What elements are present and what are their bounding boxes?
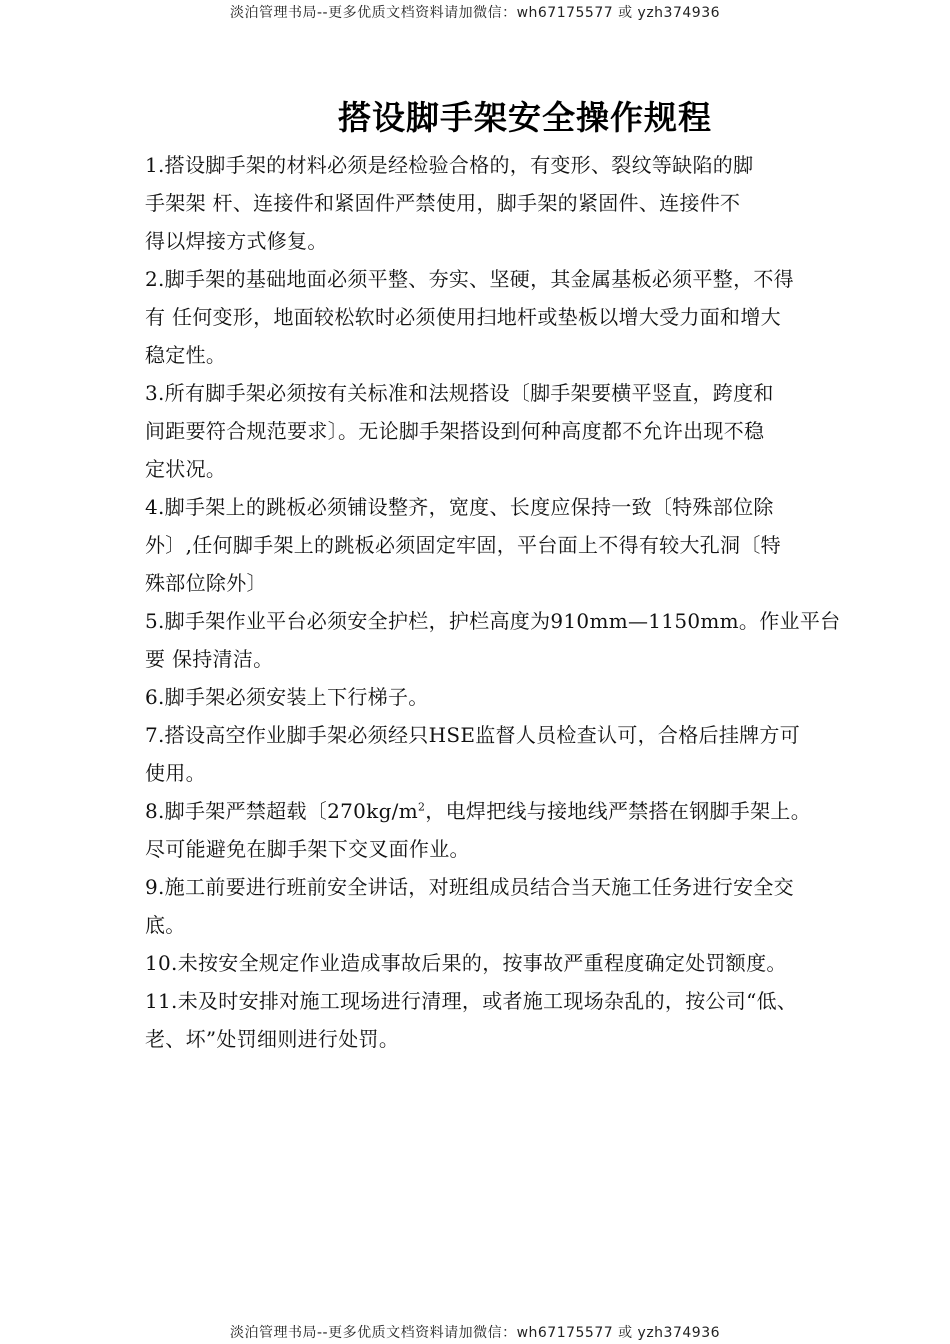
document-title: 搭设脚手架安全操作规程: [338, 98, 712, 137]
body-line: 11.未及时安排对施工现场进行清理，或者施工现场杂乱的，按公司“低、: [145, 989, 798, 1013]
body-line: 10.未按安全规定作业造成事故后果的，按事故严重程度确定处罚额度。: [145, 951, 787, 975]
body-line-8: [145, 792, 865, 830]
body-line: 要 保持清洁。: [145, 647, 274, 671]
footer-watermark-note: 淡泊管理书局--更多优质文档资料请加微信：wh67175577 或 yzh374936: [229, 1325, 721, 1341]
document-body: [145, 146, 865, 1058]
body-line: 定状况。: [145, 457, 227, 481]
line8-suffix: ，电焊把线与接地线严禁搭在钢脚手架上。: [425, 799, 811, 823]
body-line: 6.脚手架必须安装上下行梯子。: [145, 685, 429, 709]
body-line: 2.脚手架的基础地面必须平整、夯实、坚硬，其金属基板必须平整，不得: [145, 267, 794, 291]
body-line: 4.脚手架上的跳板必须铺设整齐，宽度、长度应保持一致〔特殊部位除: [145, 495, 774, 519]
body-line: 有 任何变形，地面较松软时必须使用扫地杆或垫板以增大受力面和增大: [145, 305, 781, 329]
body-line: 尽可能避免在脚手架下交叉面作业。: [145, 837, 470, 861]
body-line: 得以焊接方式修复。: [145, 229, 328, 253]
body-line: 老、坏”处罚细则进行处罚。: [145, 1027, 400, 1051]
body-line: 1.搭设脚手架的材料必须是经检验合格的，有变形、裂纹等缺陷的脚: [145, 153, 754, 177]
body-line: 间距要符合规范要求〕。无论脚手架搭设到何种高度都不允许出现不稳: [145, 419, 765, 443]
body-line: 使用。: [145, 761, 206, 785]
body-line: 5.脚手架作业平台必须安全护栏，护栏高度为910mm—1150mm。作业平台: [145, 609, 841, 633]
body-line: 7.搭设高空作业脚手架必须经只HSE监督人员检查认可，合格后挂牌方可: [145, 723, 801, 747]
body-line: 3.所有脚手架必须按有关标准和法规搭设〔脚手架要横平竖直，跨度和: [145, 381, 774, 405]
body-line: 稳定性。: [145, 343, 227, 367]
body-line: 外〕,任何脚手架上的跳板必须固定牢固，平台面上不得有较大孔洞〔特: [145, 533, 781, 557]
body-line: 殊部位除外〕: [145, 571, 267, 595]
body-line: 手架架 杆、连接件和紧固件严禁使用，脚手架的紧固件、连接件不: [145, 191, 741, 215]
line8-prefix: 8.脚手架严禁超载〔270kg/m: [145, 799, 418, 823]
body-line: 9.施工前要进行班前安全讲话，对班组成员结合当天施工任务进行安全交: [145, 875, 794, 899]
body-line: 底。: [145, 913, 186, 937]
line8-superscript: 2: [417, 800, 426, 814]
header-watermark-note: 淡泊管理书局--更多优质文档资料请加微信：wh67175577 或 yzh374936: [229, 5, 721, 21]
